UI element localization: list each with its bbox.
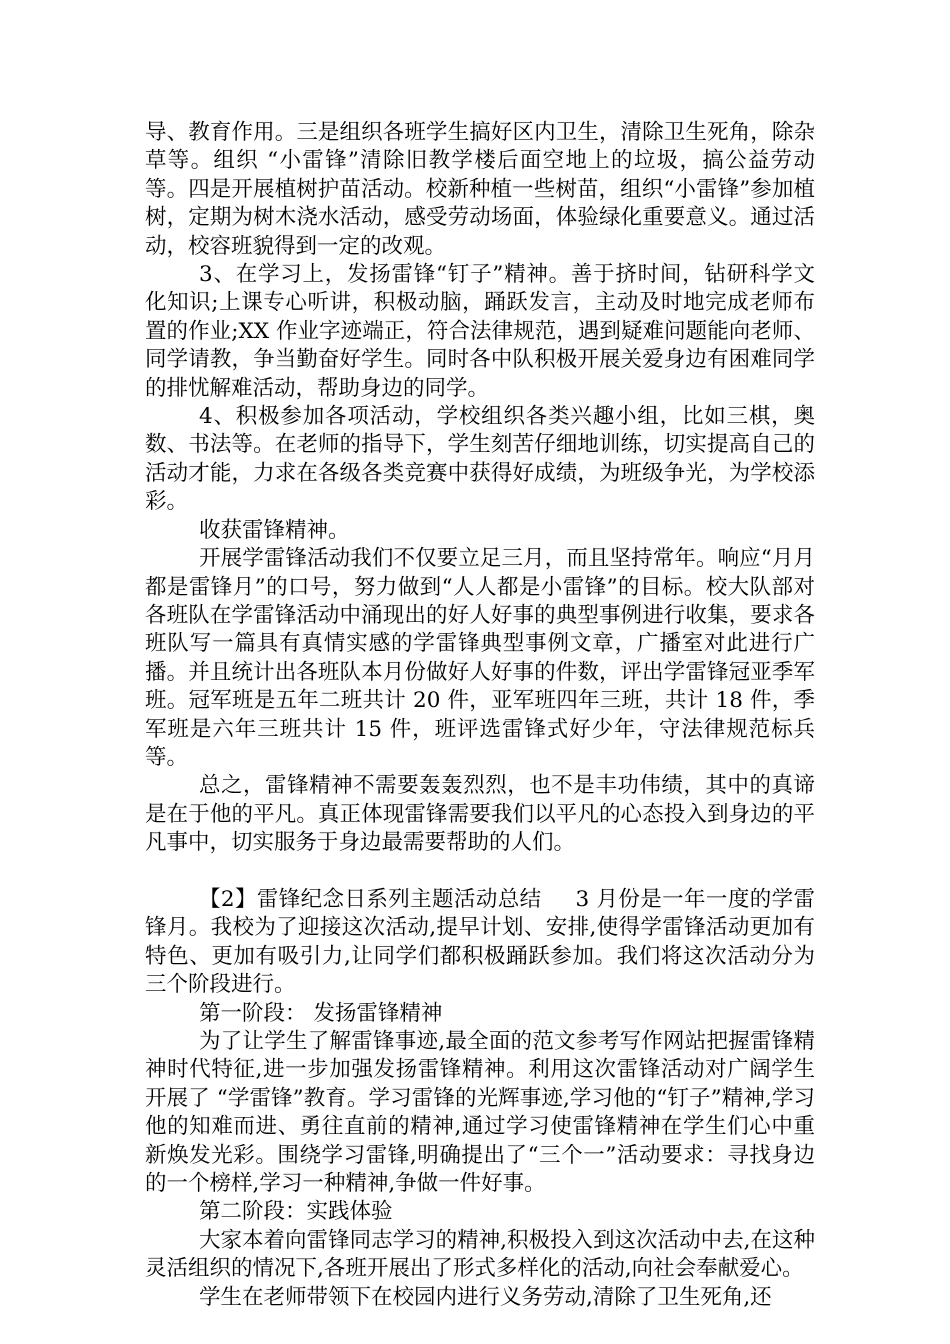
document-page	[145, 119, 815, 1312]
paragraph-2: 3、在学习上，发扬雷锋“钉子”精神。善于挤时间，钻研科学文化知识;上课专心听讲，积极动脑，踊跃发言，主动及时地完成老师布置的作业;XX 作业字迹端正，符合法律规范，遇到疑难问题能向老师、同学请教，争当勤奋好学生。同时各中队积极开展关爱身边有困难同学的排忧解难活动，帮助身边的同学。	[145, 262, 815, 401]
paragraph-9: 为了让学生了解雷锋事迹,最全面的范文参考写作网站把握雷锋精神时代特征,进一步加强发扬雷锋精神。利用这次雷锋活动对广阔学生开展了 “学雷锋”教育。学习雷锋的光辉事迹,学习他的“钉子”精神,学习他的知难而进、勇往直前的精神,通过学习使雷锋精神在学生们心中重新焕发光彩。围绕学习雷锋,明确提出了“三个一”活动要求：寻找身边的一个榜样,学习一种精神,争做一件好事。	[145, 1028, 815, 1197]
paragraph-8: 第一阶段： 发扬雷锋精神	[199, 1000, 443, 1026]
section-intro-text: 3 月份是一年一度的学雷锋月。我校为了迎接这次活动,提早计划、安排,使得学雷锋活动更加有特色、更加有吸引力,让同学们都积极踊跃参加。我们将这次活动分为三个阶段进行。	[145, 886, 816, 998]
paragraph-11: 大家本着向雷锋同志学习的精神,积极投入到这次活动中去,在这种灵活组织的情况下,各班开展出了形式多样化的活动,向社会奉献爱心。	[145, 1227, 815, 1282]
paragraph-spacer	[145, 858, 815, 886]
paragraph-4: 收获雷锋精神。	[199, 517, 350, 543]
paragraph-6: 总之，雷锋精神不需要轰轰烈烈，也不是丰功伟绩，其中的真谛是在于他的平凡。真正体现雷锋需要我们以平凡的心态投入到身边的平凡事中，切实服务于身边最需要帮助的人们。	[145, 773, 815, 856]
paragraph-1: 导、教育作用。三是组织各班学生搞好区内卫生，清除卫生死角，除杂草等。组织 “小雷锋”清除旧教学楼后面空地上的垃圾，搞公益劳动等。四是开展植树护苗活动。校新种植一些树苗，组织“小雷锋”参加植树，定期为树木浇水活动，感受劳动场面，体验绿化重要意义。通过活动，校容班貌得到一定的改观。	[145, 120, 815, 259]
paragraph-5: 开展学雷锋活动我们不仅要立足三月，而且坚持常年。响应“月月都是雷锋月”的口号，努力做到“人人都是小雷锋”的目标。校大队部对各班队在学雷锋活动中涌现出的好人好事的典型事例进行收集，要求各班队写一篇具有真情实感的学雷锋典型事例文章，广播室对此进行广播。并且统计出各班队本月份做好人好事的件数，评出学雷锋冠亚季军班。冠军班是五年二班共计 20 件，亚军班四年三班，共计 18 件，季军班是六年三班共计 15 件，班评选雷锋式好少年，守法律规范标兵等。	[145, 546, 815, 770]
paragraph-12: 学生在老师带领下在校园内进行义务劳动,清除了卫生死角,还	[199, 1284, 772, 1310]
section-title: 【2】雷锋纪念日系列主题活动总结	[199, 886, 542, 912]
paragraph-7	[145, 886, 815, 1000]
paragraph-3: 4、积极参加各项活动，学校组织各类兴趣小组，比如三棋，奥数、书法等。在老师的指导下，学生刻苦仔细地训练，切实提高自己的活动才能，力求在各级各类竞赛中获得好成绩，为班级争光，为学校添彩。	[145, 404, 815, 515]
paragraph-10: 第二阶段：实践体验	[199, 1199, 393, 1225]
